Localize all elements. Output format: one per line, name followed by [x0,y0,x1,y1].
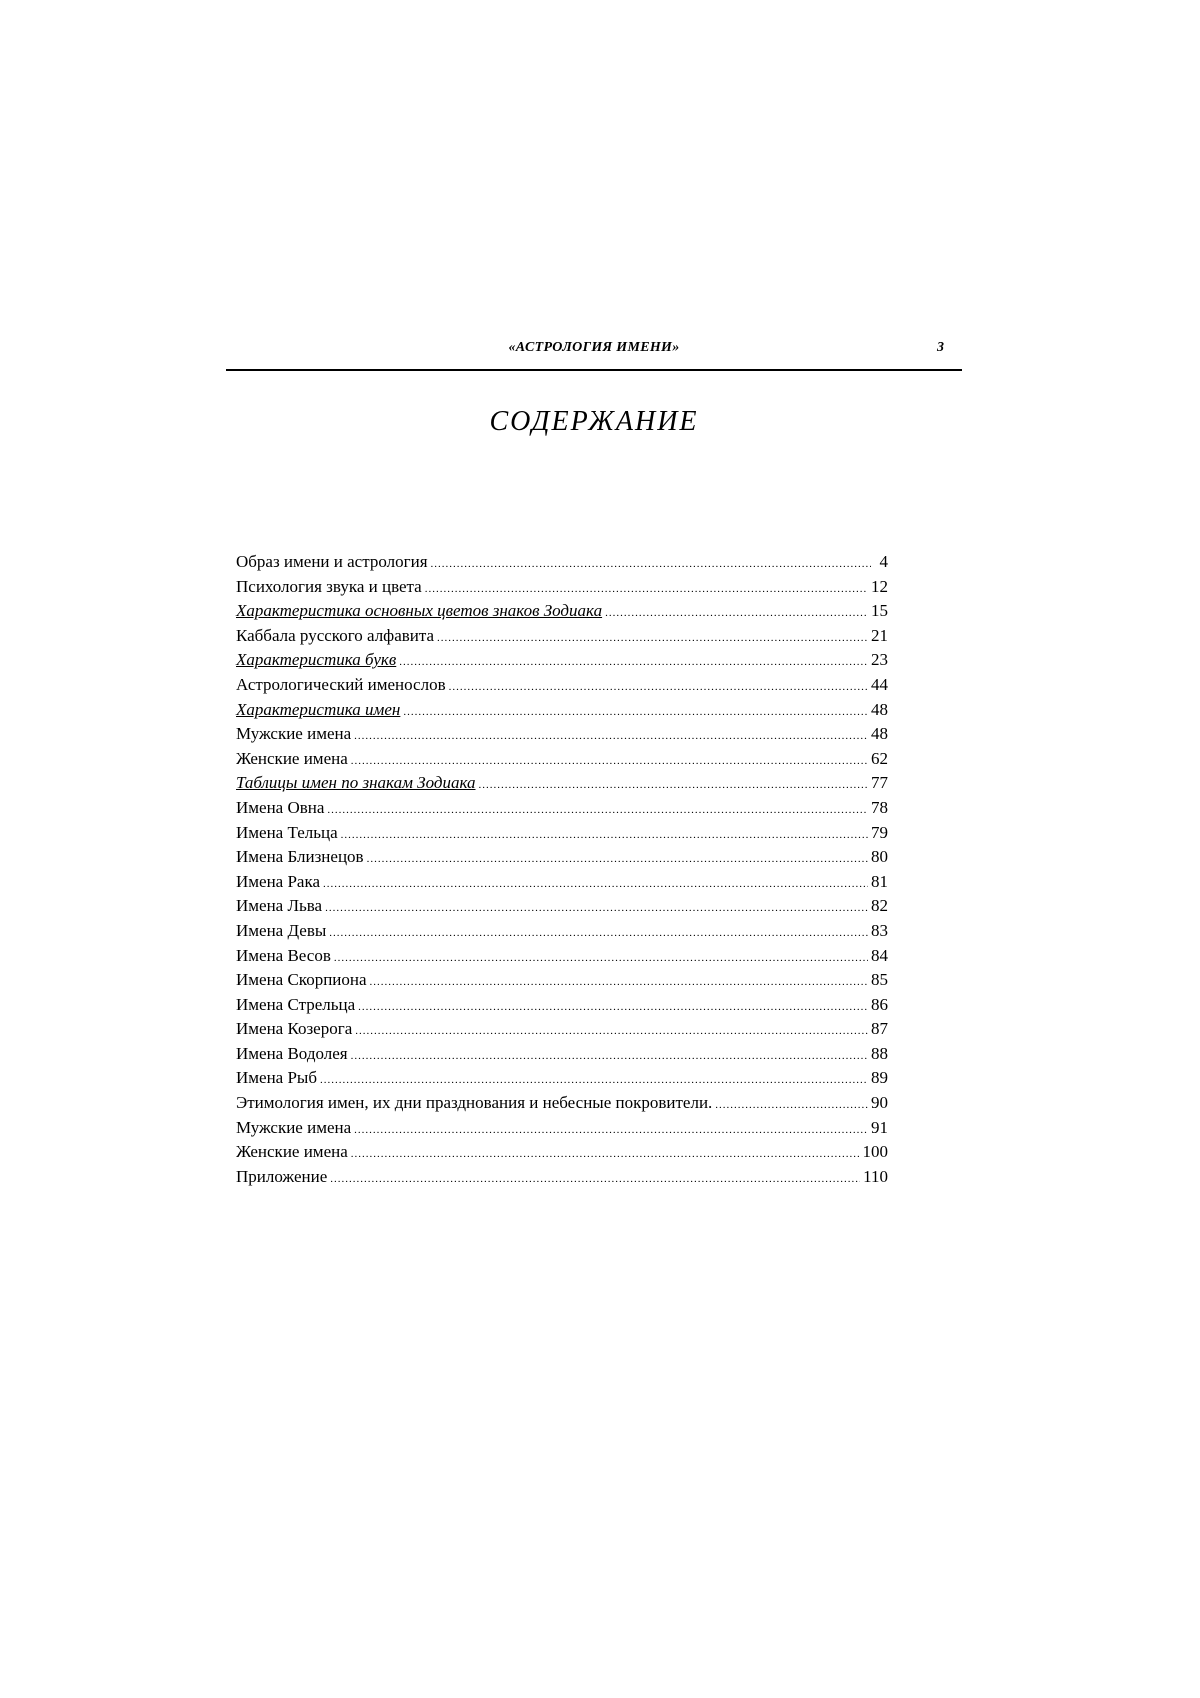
toc-entry [236,624,888,649]
toc-entry-label: Имена Козерога [236,1019,353,1039]
toc-dot-leader [351,749,868,774]
toc-entry-page-number: 90 [871,1093,888,1113]
toc-entry-label: Образ имени и астрология [236,552,428,571]
toc-entry-label: Имена Скорпиона [236,970,367,990]
toc-dot-leader [479,773,869,798]
toc-dot-leader [325,896,868,921]
toc-dot-leader [341,823,868,848]
toc-entry-label: Характеристика букв [236,650,397,670]
toc-entry-label: Имена Водолея [236,1043,348,1063]
toc-entry-page-number: 78 [871,797,888,817]
toc-dot-leader [354,1118,868,1143]
toc-entry-label: Каббала русского алфавита [236,625,435,645]
toc-entry-page-number: 85 [871,970,888,990]
toc-entry-page-number: 81 [871,871,888,891]
toc-entry-label: Имена Девы [236,920,327,940]
toc-entry-label: Имена Тельца [236,822,338,842]
toc-entry-label: Имена Стрельца [236,994,356,1014]
toc-entry [236,894,888,919]
toc-entry [236,845,888,870]
toc-entry [236,796,888,821]
toc-entry-label: Психология звука и цвета [236,576,422,596]
toc-entry-label: Характеристика основных цветов знаков Зодиака [236,601,603,621]
toc-entry [236,1116,888,1141]
toc-entry-label: Таблицы имен по знакам Зодиака [236,773,476,793]
toc-dot-leader [320,1068,868,1093]
toc-entry-page-number: 87 [871,1019,888,1039]
toc-dot-leader [351,1142,860,1167]
toc-dot-leader [367,847,868,872]
toc-entry [236,771,888,796]
toc-entry [236,1091,888,1116]
toc-entry [236,870,888,895]
toc-entry-page-number: 82 [871,896,888,916]
toc-entry-page-number: 77 [871,773,888,793]
toc-entry-page-number: 89 [871,1068,888,1088]
toc-entry-label: Мужские имена [236,724,352,744]
toc-dot-leader [370,970,868,995]
toc-dot-leader [449,675,868,700]
toc-entry-page-number: 110 [863,1166,888,1186]
toc-entry-page-number: 86 [871,994,888,1014]
toc-entry-page-number: 83 [871,920,888,940]
toc-entry-label: Имена Близнецов [236,847,364,867]
header-rule [226,369,962,371]
toc-entry-page-number: 84 [871,945,888,965]
toc-dot-leader [437,626,868,651]
toc-entry-label: Имена Рыб [236,1068,317,1088]
toc-entry [236,1066,888,1091]
toc-dot-leader [431,552,871,577]
toc-entry [236,821,888,846]
toc-dot-leader [354,724,868,749]
toc-dot-leader [399,650,868,675]
toc-entry-label: Имена Рака [236,871,321,891]
running-title: «АСТРОЛОГИЯ ИМЕНИ» [508,340,680,355]
toc-dot-leader [355,1019,868,1044]
toc-entry-label: Характеристика имен [236,699,401,719]
toc-entry [236,919,888,944]
toc-entry-page-number: 48 [871,724,888,744]
toc-entry-page-number: 15 [871,601,888,621]
toc-entry-label: Имена Овна [236,797,325,817]
toc-entry [236,1140,888,1165]
toc-dot-leader [358,995,868,1020]
toc-entry [236,1042,888,1067]
toc-entry-label: Астрологический именослов [236,674,446,694]
toc-entry-label: Этимология имен, их дни празднования и небесные покровители. [236,1093,713,1113]
toc-entry-page-number: 48 [871,699,888,719]
running-head [226,340,962,362]
toc-entry-label: Имена Весов [236,945,331,965]
toc-dot-leader [330,1167,860,1192]
toc-entry [236,993,888,1018]
toc-entry [236,648,888,673]
toc-dot-leader [715,1093,868,1118]
toc-dot-leader [403,700,868,725]
toc-entry-label: Приложение [236,1166,328,1186]
toc-list [236,550,888,1189]
toc-title: СОДЕРЖАНИЕ [489,406,699,437]
toc-entry [236,673,888,698]
toc-entry-page-number: 80 [871,847,888,867]
toc-dot-leader [327,798,868,823]
toc-entry-page-number: 21 [871,625,888,645]
toc-entry-page-number: 23 [871,650,888,670]
toc-entry-page-number: 91 [871,1117,888,1137]
toc-entry [236,747,888,772]
toc-entry [236,698,888,723]
toc-entry [236,575,888,600]
toc-dot-leader [329,921,868,946]
toc-dot-leader [334,946,868,971]
toc-entry [236,599,888,624]
toc-entry-page-number: 62 [871,748,888,768]
toc-entry [236,722,888,747]
toc-dot-leader [323,872,868,897]
toc-entry [236,944,888,969]
toc-entry-page-number: 4 [879,552,888,571]
toc-entry-page-number: 88 [871,1043,888,1063]
toc-dot-leader [425,577,868,602]
toc-entry [236,550,888,575]
toc-entry-page-number: 44 [871,674,888,694]
toc-entry [236,1165,888,1190]
toc-entry-page-number: 100 [862,1142,888,1162]
toc-entry-label: Женские имена [236,1142,348,1162]
toc-dot-leader [351,1044,868,1069]
toc-entry-label: Имена Льва [236,896,323,916]
toc-entry-page-number: 79 [871,822,888,842]
toc-entry-page-number: 12 [871,576,888,596]
page-number: 3 [937,340,944,355]
toc-entry-label: Мужские имена [236,1117,352,1137]
toc-entry [236,1017,888,1042]
toc-entry-label: Женские имена [236,748,348,768]
toc-dot-leader [605,601,868,626]
toc-entry [236,968,888,993]
